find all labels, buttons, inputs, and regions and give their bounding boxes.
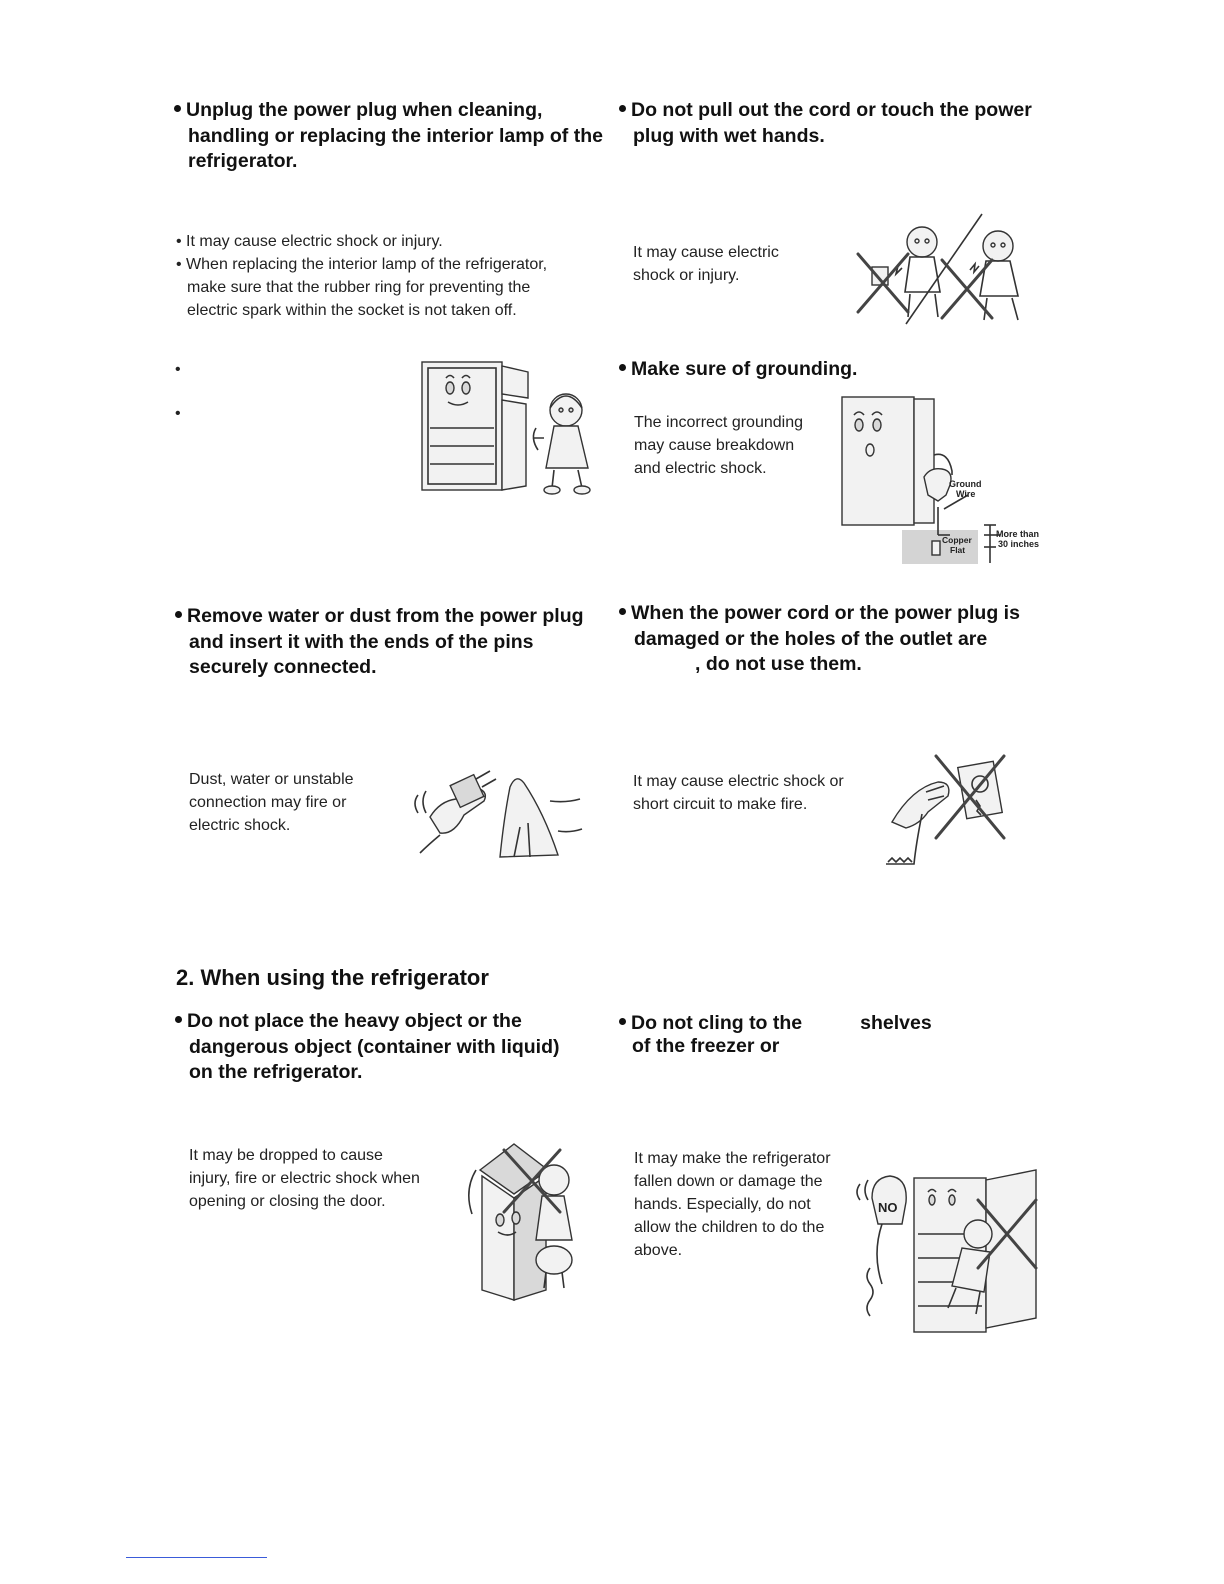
empty-bullet-1: • [175,361,181,378]
wet-hands-text-2: shock or injury. [633,267,740,284]
heading-grounding-text: Make sure of grounding. [631,358,858,380]
heavy-object-text [189,1144,469,1213]
damaged-cord-text-1: It may cause electric shock or [633,773,844,790]
heading-heavy-object [175,1009,615,1086]
heading-wet-hands-line1: Do not pull out the cord or touch the power [631,99,1032,121]
unplug-notes [176,230,616,322]
cling-text [634,1147,854,1262]
unplug-note-2: • When replacing the interior lamp of the refrigerator, [176,256,548,273]
plug-cleaning-illustration [410,765,590,865]
heading-damaged-cord-line2: damaged or the holes of the outlet are [634,627,988,650]
bullet-dot [619,1018,626,1025]
remove-water-text-3: electric shock. [189,817,291,834]
bullet-dot [619,608,626,615]
heavy-object-text-2: injury, fire or electric shock when [189,1170,420,1187]
damaged-cord-text-2: short circuit to make fire. [633,796,808,813]
heading-cling-part-b: shelves [860,1012,932,1034]
bullet-dot [175,611,182,618]
unplug-note-4: electric spark within the socket is not taken off. [187,302,517,319]
fridge-lamp-illustration [418,358,598,498]
label-copper: Copper [942,535,972,545]
cling-illustration [852,1168,1047,1340]
heavy-object-text-3: opening or closing the door. [189,1193,386,1210]
section2-title: 2. When using the refrigerator [176,965,489,990]
heavy-object-text-1: It may be dropped to cause [189,1147,383,1164]
heading-heavy-object-line2: dangerous object (container with liquid) [189,1035,560,1058]
heading-damaged-cord-line3: , do not use them. [695,653,862,675]
label-flat: Flat [950,545,966,555]
heading-remove-water [175,604,615,681]
damaged-cord-text [633,770,883,816]
heading-remove-water-line1: Remove water or dust from the power plug [187,605,584,627]
grounding-text [634,411,834,480]
heading-unplug [174,98,614,175]
bullet-dot [619,105,626,112]
bullet-dot [174,105,181,112]
grounding-illustration [840,395,1045,567]
heading-grounding [619,357,1019,383]
heading-heavy-object-line3: on the refrigerator. [189,1061,363,1083]
bullet-dot [175,1016,182,1023]
cling-text-1: It may make the refrigerator [634,1150,831,1167]
empty-bullet-2: • [175,405,181,422]
heading-remove-water-line3: securely connected. [189,656,377,678]
label-more-than: More than [996,529,1040,539]
damaged-outlet-illustration [882,750,1012,872]
wet-hands-text-1: It may cause electric [633,244,779,261]
heading-cling-part-a: Do not cling to the [631,1012,803,1034]
unplug-note-1: • It may cause electric shock or injury. [176,233,443,250]
heading-unplug-line3: refrigerator. [188,150,298,172]
no-label: NO [878,1200,898,1215]
grounding-text-1: The incorrect grounding [634,414,803,431]
cling-text-5: above. [634,1242,683,1259]
footer-rule [126,1557,267,1558]
heading-heavy-object-line1: Do not place the heavy object or the [187,1010,522,1032]
cling-text-4: allow the children to do the [634,1219,825,1236]
grounding-text-3: and electric shock. [634,460,767,477]
heading-wet-hands-line2: plug with wet hands. [633,124,825,147]
bullet-dot [619,364,626,371]
heading-wet-hands [619,98,1049,149]
heading-unplug-line2: handling or replacing the interior lamp of the [188,124,603,147]
heading-remove-water-line2: and insert it with the ends of the pins [189,630,534,653]
remove-water-text [189,768,399,837]
heading-damaged-cord-line1: When the power cord or the power plug is [631,602,1020,624]
remove-water-text-1: Dust, water or unstable [189,771,354,788]
heading-cling-part-c: of the freezer or [632,1034,780,1057]
grounding-text-2: may cause breakdown [634,437,795,454]
cling-text-3: hands. Especially, do not [634,1196,811,1213]
label-ground: Ground [949,479,982,489]
heading-unplug-line1: Unplug the power plug when cleaning, [186,99,543,121]
label-wire: Wire [956,489,976,499]
wet-hands-text [633,241,833,287]
heading-cling [619,1011,1049,1059]
cling-text-2: fallen down or damage the [634,1173,823,1190]
remove-water-text-2: connection may fire or [189,794,347,811]
heavy-object-illustration [460,1140,585,1305]
label-30-inches: 30 inches [998,539,1040,549]
heading-damaged-cord [619,601,1049,678]
unplug-note-3: make sure that the rubber ring for preventing the [187,279,531,296]
wet-hands-illustration [850,212,1035,330]
